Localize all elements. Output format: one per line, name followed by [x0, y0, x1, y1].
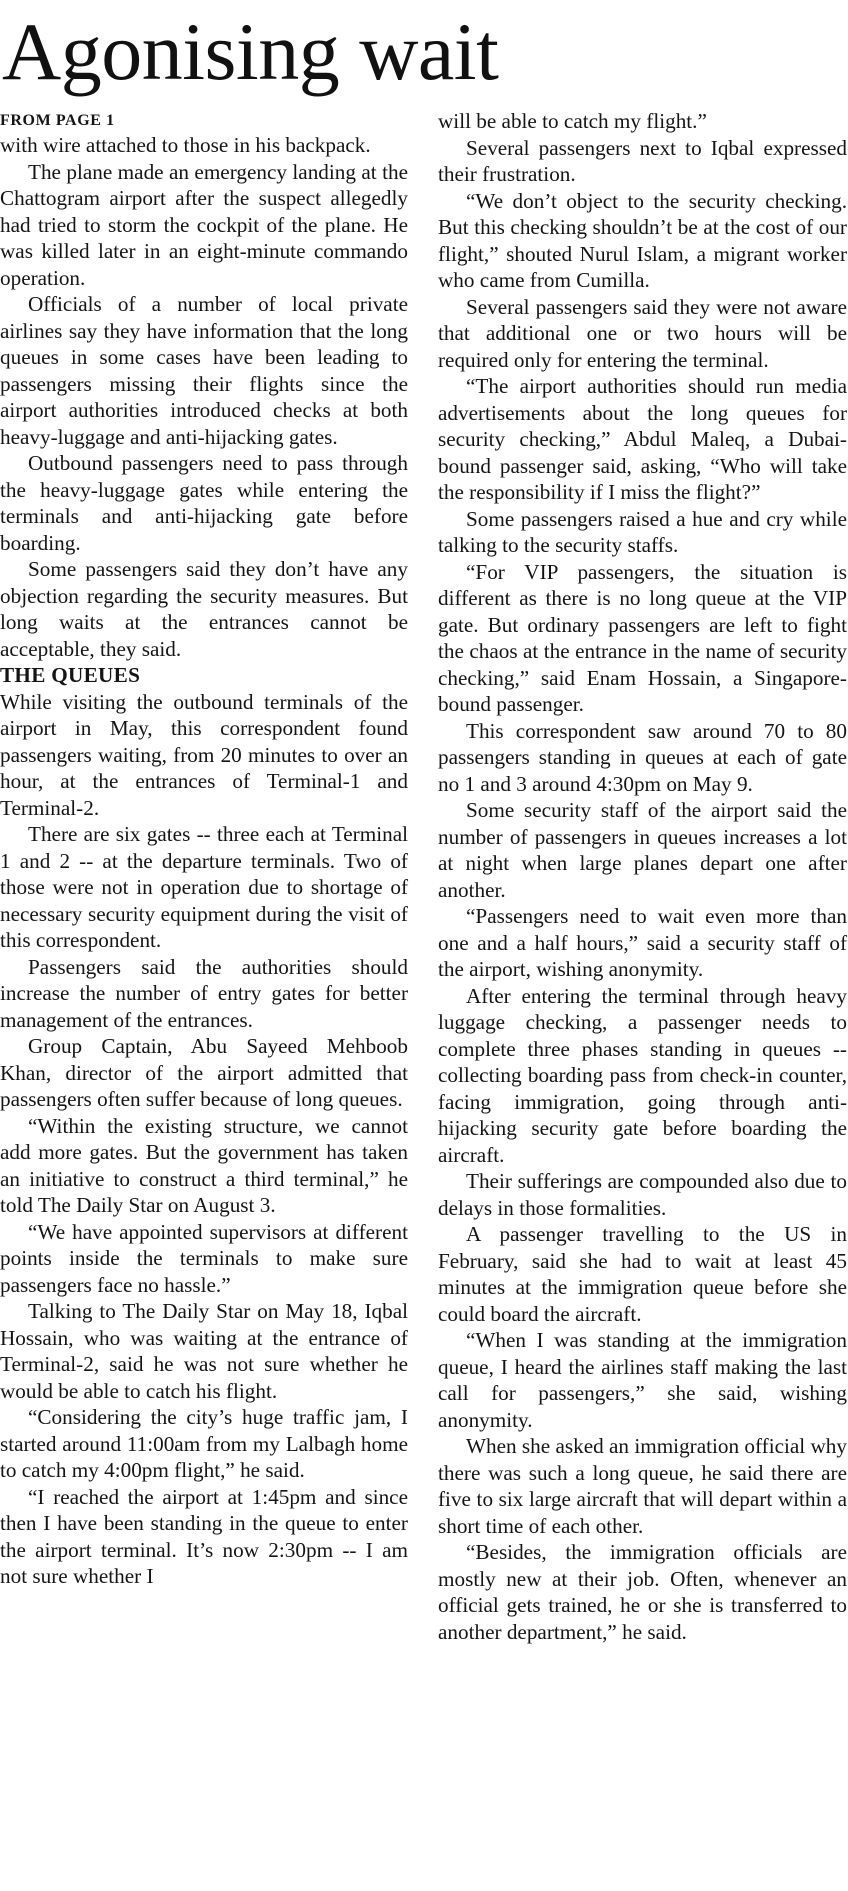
article-paragraph: A passenger travelling to the US in February, said she had to wait at least 45 minutes at the immigration queue before she could board the aircraft. — [438, 1222, 847, 1326]
article-paragraph: “Passengers need to wait even more than one and a half hours,” said a security staff of the airport, wishing anonymity. — [438, 904, 847, 981]
article-paragraph: “Considering the city’s huge traffic jam, I started around 11:00am from my Lalbagh home to catch my 4:00pm flight,” he said. — [0, 1405, 408, 1482]
article-paragraph: While visiting the outbound terminals of the airport in May, this correspondent found passengers waiting, from 20 minutes to over an hour, at the entrances of Terminal-1 and Terminal-2. — [0, 689, 408, 820]
article-paragraph: Several passengers next to Iqbal expressed their frustration. — [438, 135, 847, 186]
article-paragraph: will be able to catch my flight.” — [438, 109, 707, 133]
article-paragraph: Some passengers said they don’t have any objection regarding the security measures. But long waits at the entrances cannot be acceptable, they said. — [0, 557, 408, 661]
article-paragraph: “We don’t object to the security checking. But this checking shouldn’t be at the cost of our flight,” shouted Nurul Islam, a migrant worker who came from Cumilla. — [438, 188, 847, 292]
article-paragraph: “The airport authorities should run media advertisements about the long queues for security checking,” Abdul Maleq, a Dubai-bound passenger said, asking, “Who will take the responsibility if I miss the flight?” — [438, 374, 847, 504]
article-paragraph: Some passengers raised a hue and cry while talking to the security staffs. — [438, 506, 847, 557]
article-paragraph: Group Captain, Abu Sayeed Mehboob Khan, director of the airport admitted that passengers often suffer because of long queues. — [0, 1034, 408, 1111]
article-paragraph: “We have appointed supervisors at different points inside the terminals to make sure passengers face no hassle.” — [0, 1219, 408, 1297]
article-paragraph: This correspondent saw around 70 to 80 passengers standing in queues at each of gate no 1 and 3 around 4:30pm on May 9. — [438, 718, 847, 796]
article-paragraph: The plane made an emergency landing at the Chattogram airport after the suspect allegedly had tried to storm the cockpit of the plane. He was killed later in an eight-minute commando operation. — [0, 159, 408, 290]
article-paragraph: “I reached the airport at 1:45pm and since then I have been standing in the queue to enter the airport terminal. It’s now 2:30pm -- I am not sure whether I — [0, 1484, 408, 1588]
article-paragraph: When she asked an immigration official why there was such a long queue, he said there are five to six large aircraft that will depart within a short time of each other. — [438, 1434, 847, 1538]
article-paragraph: Some security staff of the airport said the number of passengers in queues increases a lot at night when large planes depart one after another. — [438, 798, 847, 902]
kicker-from-page: FROM PAGE 1 — [0, 112, 115, 129]
article-paragraph: Outbound passengers need to pass through the heavy-luggage gates while entering the terminals and anti-hijacking gate before boarding. — [0, 451, 408, 555]
article-paragraph: Talking to The Daily Star on May 18, Iqbal Hossain, who was waiting at the entrance of Terminal-2, said he was not sure whether he would be able to catch his flight. — [0, 1299, 408, 1403]
article-paragraph: There are six gates -- three each at Terminal 1 and 2 -- at the departure terminals. Two of those were not in operation due to shortage of necessary security equipment during the visit of this correspondent. — [0, 822, 408, 952]
article-paragraph: “Besides, the immigration officials are mostly new at their job. Often, whenever an official gets trained, he or she is transferred to another department,” he said. — [438, 1540, 847, 1644]
section-subhead: THE QUEUES — [0, 663, 141, 687]
article-paragraph: “Within the existing structure, we cannot add more gates. But the government has taken an initiative to construct a third terminal,” he told The Daily Star on August 3. — [0, 1113, 408, 1217]
headline: Agonising wait — [2, 6, 499, 97]
article-paragraph: “For VIP passengers, the situation is different as there is no long queue at the VIP gate. But ordinary passengers are left to fight the chaos at the entrance in the name of security checking,” said Enam Hossain, a Singapore-bound passenger. — [438, 559, 847, 716]
article-paragraph: with wire attached to those in his backpack. — [0, 133, 371, 157]
article-paragraph: Their sufferings are compounded also due to delays in those formalities. — [438, 1169, 847, 1220]
article-paragraph: “When I was standing at the immigration queue, I heard the airlines staff making the last call for passengers,” she said, wishing anonymity. — [438, 1328, 847, 1432]
article-paragraph: Officials of a number of local private airlines say they have information that the long queues in some cases have been leading to passengers missing their flights since the airport authorities introduced checks at both heavy-luggage and anti-hijacking gates. — [0, 292, 408, 449]
article-column-right — [438, 108, 847, 1645]
article-paragraph: After entering the terminal through heavy luggage checking, a passenger needs to complete three phases standing in queues -- collecting boarding pass from check-in counter, facing immigration, going through anti-hijacking security gate before boarding the aircraft. — [438, 983, 847, 1167]
article-column-left — [0, 110, 408, 1590]
article-paragraph: Passengers said the authorities should increase the number of entry gates for better management of the entrances. — [0, 954, 408, 1032]
article-paragraph: Several passengers said they were not aware that additional one or two hours will be required only for entering the terminal. — [438, 294, 847, 372]
